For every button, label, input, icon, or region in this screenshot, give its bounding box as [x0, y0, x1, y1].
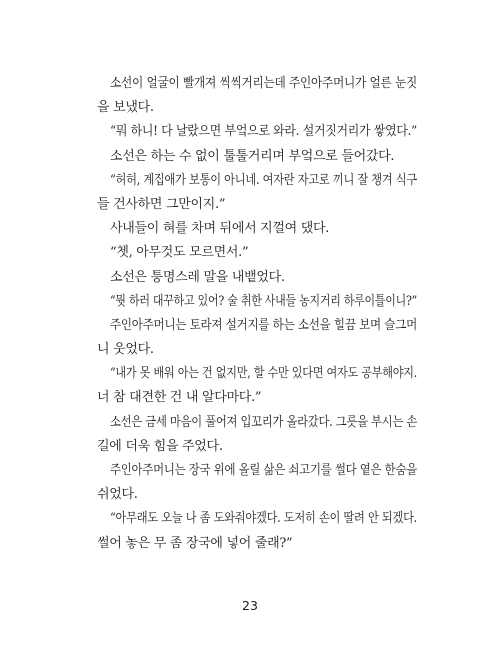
text-line: 주인아주머니는 토라져 설거지를 하는 소선을 힐끔 보며 슬그머 [110, 317, 417, 333]
text-line: 소선이 얼굴이 빨개져 씩씩거리는데 주인아주머니가 얼른 눈짓 [110, 76, 417, 91]
text-line: 사내들이 혀를 차며 뒤에서 지껄여 댔다. [110, 221, 330, 237]
text-line: “내가 못 배워 아는 건 없지만, 할 수만 있다면 여자도 공부해야지. [110, 366, 417, 382]
text-line: “허허, 계집애가 보통이 아니네. 여자란 자고로 끼니 잘 챙겨 식구 [110, 172, 417, 188]
text-line: 썰어 놓은 무 좀 장국에 넣어 줄래?” [97, 535, 293, 551]
text-line: 들 건사하면 그만이지.” [97, 196, 226, 212]
text-line: 주인아주머니는 장국 위에 올릴 삶은 쇠고기를 썰다 옅은 한숨을 [110, 463, 417, 478]
text-line: 너 참 대견한 건 내 알다마다.” [97, 390, 262, 406]
text-line: 소선은 하는 수 없이 툴툴거리며 부엌으로 들어갔다. [110, 148, 395, 164]
body-text [97, 72, 417, 556]
text-line: 을 보냈다. [97, 100, 154, 116]
page-number: 23 [242, 598, 258, 613]
text-line: 길에 더욱 힘을 주었다. [97, 438, 223, 454]
text-line: 쉬었다. [97, 487, 138, 503]
text-line: “뭣 하러 대꾸하고 있어? 술 취한 사내들 농지거리 하루이틀이니?” [110, 293, 418, 309]
text-line: 니 웃었다. [97, 342, 154, 358]
text-line: “뭐 하니! 다 날랐으면 부엌으로 와라. 설거짓거리가 쌓였다.” [110, 124, 417, 140]
text-line: “아무래도 오늘 나 좀 도와줘야겠다. 도저히 손이 딸려 안 되겠다. [110, 511, 417, 527]
text-line: “쳇, 아무것도 모르면서.” [110, 245, 249, 261]
text-line: 소선은 퉁명스레 말을 내뱉었다. [110, 269, 285, 285]
text-line: 소선은 금세 마음이 풀어져 입꼬리가 올라갔다. 그릇을 부시는 손 [110, 414, 418, 430]
